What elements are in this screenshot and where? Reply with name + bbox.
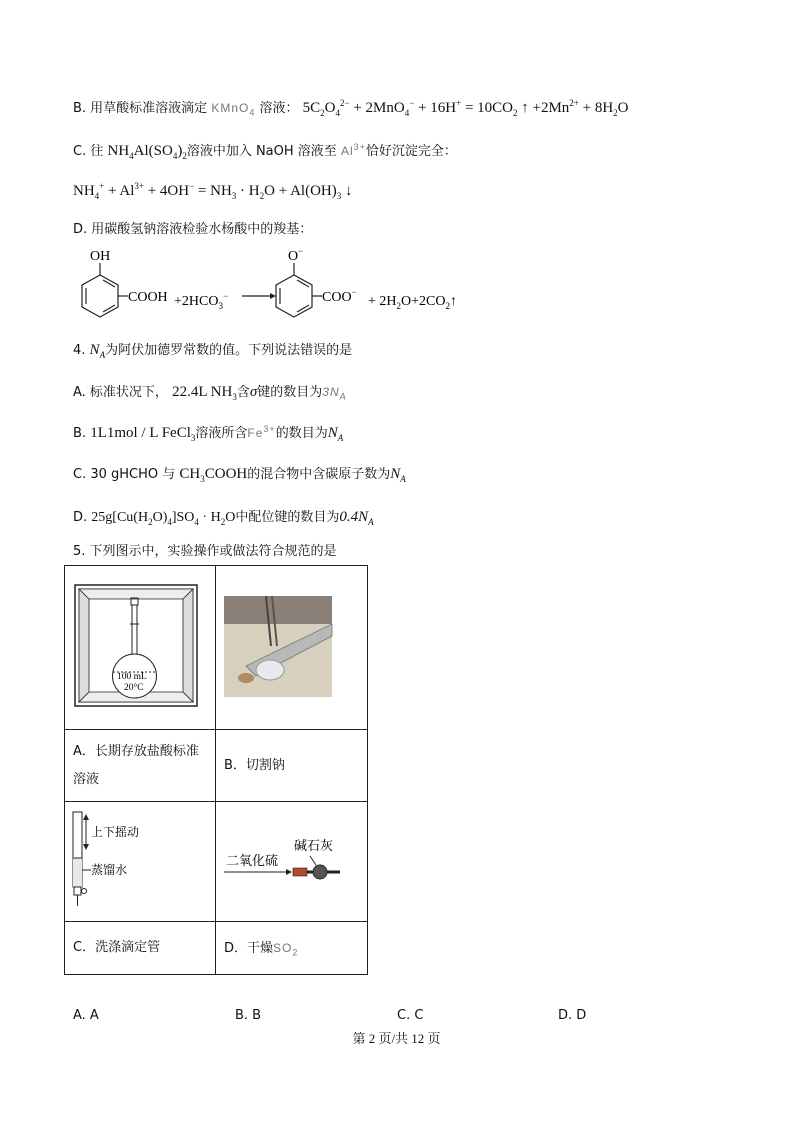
option-a-caption-line1: A．长期存放盐酸标准 <box>73 743 199 759</box>
q3-b-suffix: 溶液： <box>259 101 299 116</box>
soda-lime-label: 碱石灰 <box>294 839 334 854</box>
answer-choice-d[interactable]: D. D <box>558 1008 587 1023</box>
answer-choice-a[interactable]: A. A <box>73 1008 99 1023</box>
q4-option-b: B. 1L1mol / L FeCl$_3$溶液所含$Fe^{3+}$的数目为$N_A$ <box>73 424 344 443</box>
page-number: 第 2 页/共 12 页 <box>352 1031 441 1046</box>
salicylic-acid-reaction-diagram <box>70 245 510 330</box>
phenoxide-label: O− <box>288 246 304 264</box>
option-b-image-cell <box>216 566 368 730</box>
q3-option-c <box>73 141 457 162</box>
cooh-label: COOH <box>128 290 168 305</box>
oh-label: OH <box>90 249 111 264</box>
q3-c-mid: 溶液中加入 NaOH 溶液至 <box>186 144 337 159</box>
reactant-benzene-ring <box>82 263 128 317</box>
q4-option-a: A. 标准状况下， 22.4L $NH_3$含σ键的数目为$3N_A$ <box>73 384 347 402</box>
option-d-image-cell <box>216 802 368 922</box>
q4-option-c: C. 30 gHCHO 与 $CH_3COOH$的混合物中含碳原子数为$N_A$ <box>73 466 406 484</box>
q4-na-symbol: $N_A$ <box>89 342 106 360</box>
q4-stem: 4. $N_A$为阿伏加德罗常数的值。下列说法错误的是 <box>73 342 353 360</box>
q3-b-equation: $5C_2O_4^{2-} + 2MnO_4^- + 16H^+ = 10CO_2$ ↑ $+2Mn^{2+} + 8H_2O$ <box>302 98 629 118</box>
q3-c-suffix: 恰好沉淀完全： <box>365 144 457 159</box>
so2-gas-label: 二氧化硫 <box>226 854 279 869</box>
burette-washing-diagram <box>65 802 215 917</box>
products-label: + $2H_2O+2CO_2↑$ <box>368 294 457 311</box>
bicarbonate-label: $+2HCO_3^-$ <box>174 291 229 311</box>
distilled-water-label: 蒸馏水 <box>91 863 128 877</box>
q3-b-reagent: KMnO$_4$ <box>211 101 256 118</box>
product-benzene-ring <box>276 263 322 317</box>
q3-option-b <box>73 98 629 119</box>
carboxylate-label: COO− <box>322 287 357 305</box>
option-c-image-cell <box>65 802 216 922</box>
option-d-caption: D．干燥$SO_2$ <box>216 922 368 975</box>
q5-stem: 5. 下列图示中，实验操作或做法符合规范的是 <box>73 544 337 559</box>
q3-d-text: D. 用碳酸氢钠溶液检验水杨酸中的羧基： <box>73 222 313 237</box>
so2-drying-diagram <box>216 802 367 917</box>
volumetric-flask-in-cabinet-image <box>65 566 215 725</box>
option-a-caption-line2: 溶液 <box>73 771 100 787</box>
flask-volume-label: 100 mL <box>117 672 147 682</box>
q3-c-equation: $NH_4^+ + Al^{3+} + 4OH^- = NH_3 \cdot H_2O + Al(OH)_3$ ↓ <box>73 181 353 201</box>
q3-c-ion: $Al^{3+}$ <box>340 142 366 158</box>
reaction-arrow <box>242 293 276 299</box>
answer-choice-b[interactable]: B. B <box>235 1008 262 1023</box>
q3-c-prefix: C. 往 <box>73 144 104 159</box>
option-c-caption: C．洗涤滴定管 <box>65 922 216 975</box>
q3-b-text: B. 用草酸标准溶液滴定 <box>73 101 208 116</box>
cutting-sodium-photo <box>216 566 367 725</box>
shake-label: 上下摇动 <box>91 825 140 839</box>
option-a-caption <box>65 730 216 802</box>
q5-options-table <box>64 565 368 975</box>
option-b-caption: B．切割钠 <box>216 730 368 802</box>
q3-c-salt: $NH_4Al(SO_4)_2$ <box>107 143 187 161</box>
option-a-image-cell <box>65 566 216 730</box>
answer-choice-c[interactable]: C. C <box>397 1008 424 1023</box>
q4-option-d: D. $25g[Cu(H_2O)_4]SO_4 \cdot H_2O$中配位键的数目为$0.4N_A$ <box>73 509 374 527</box>
flask-temperature-label: 20°C <box>124 683 144 693</box>
